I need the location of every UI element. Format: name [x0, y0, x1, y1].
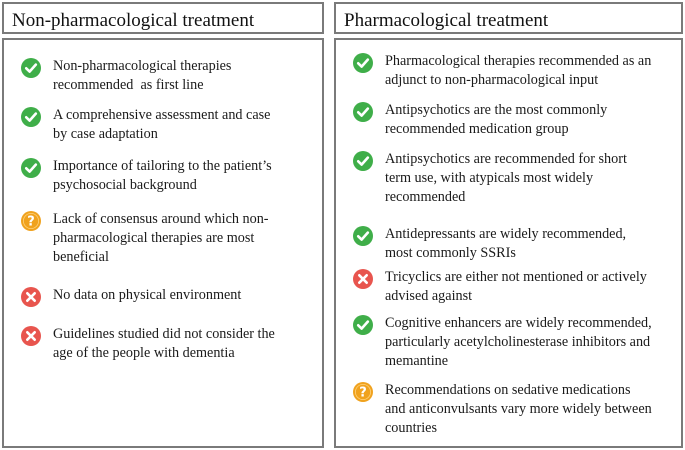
cross-icon — [21, 326, 41, 346]
text-line: adjunct to non-pharmacological input — [385, 72, 599, 88]
left-item-text — [53, 57, 231, 95]
text-line: advised against — [385, 288, 473, 304]
left-item-text — [53, 106, 270, 144]
text-line: age of the people with dementia — [53, 345, 235, 361]
right-item-text — [385, 314, 652, 371]
cross-icon — [353, 269, 373, 289]
check-icon — [353, 226, 373, 246]
text-line: Antidepressants are widely recommended, — [385, 226, 627, 242]
text-line: term use, with atypicals most widely — [385, 170, 594, 186]
text-line: Tricyclics are either not mentioned or actively — [385, 269, 647, 285]
svg-text:?: ? — [359, 385, 367, 401]
question-icon — [353, 382, 373, 402]
check-icon — [353, 53, 373, 73]
text-line: No data on physical environment — [53, 287, 242, 303]
left-item-text — [53, 325, 275, 363]
text-line: recommended — [385, 189, 466, 205]
right-panel — [334, 38, 683, 448]
text-line: Pharmacological therapies recommended as an — [385, 53, 652, 69]
left-item-text — [53, 286, 241, 305]
left-header-box — [2, 2, 324, 34]
text-line: recommended medication group — [385, 121, 569, 137]
text-line: Recommendations on sedative medications — [385, 382, 631, 398]
right-item-text — [385, 225, 626, 263]
text-line: Lack of consensus around which non- — [53, 211, 269, 227]
right-item-text — [385, 268, 647, 306]
right-item-text — [385, 101, 607, 139]
text-line: and anticonvulsants vary more widely between — [385, 401, 652, 417]
check-icon — [353, 102, 373, 122]
text-line: A comprehensive assessment and case — [53, 107, 271, 123]
text-line: psychosocial background — [53, 177, 197, 193]
right-item-text — [385, 52, 651, 90]
text-line: Antipsychotics are the most commonly — [385, 102, 608, 118]
cross-icon — [21, 287, 41, 307]
left-header-title: Non-pharmacological treatment — [12, 10, 255, 31]
text-line: Antipsychotics are recommended for short — [385, 151, 627, 167]
text-line: memantine — [385, 353, 449, 369]
left-item-text — [53, 157, 272, 195]
text-line: Importance of tailoring to the patient’s — [53, 158, 272, 174]
left-item-text — [53, 210, 269, 267]
left-panel — [2, 38, 324, 448]
question-icon — [21, 211, 41, 231]
text-line: most commonly SSRIs — [385, 245, 516, 261]
right-item-text — [385, 381, 652, 438]
text-line: countries — [385, 420, 438, 436]
svg-text:?: ? — [27, 214, 35, 230]
check-icon — [21, 107, 41, 127]
check-icon — [353, 315, 373, 335]
right-header-title: Pharmacological treatment — [344, 10, 549, 31]
text-line: Guidelines studied did not consider the — [53, 326, 275, 342]
right-header-box — [334, 2, 683, 34]
check-icon — [21, 58, 41, 78]
text-line: particularly acetylcholinesterase inhibitors and — [385, 334, 651, 350]
text-line: recommended as first line — [53, 77, 204, 93]
text-line: by case adaptation — [53, 126, 158, 142]
check-icon — [21, 158, 41, 178]
check-icon — [353, 151, 373, 171]
right-item-text — [385, 150, 627, 207]
text-line: Cognitive enhancers are widely recommended, — [385, 315, 652, 331]
text-line: pharmacological therapies are most — [53, 230, 255, 246]
text-line: Non-pharmacological therapies — [53, 58, 232, 74]
text-line: beneficial — [53, 249, 109, 265]
